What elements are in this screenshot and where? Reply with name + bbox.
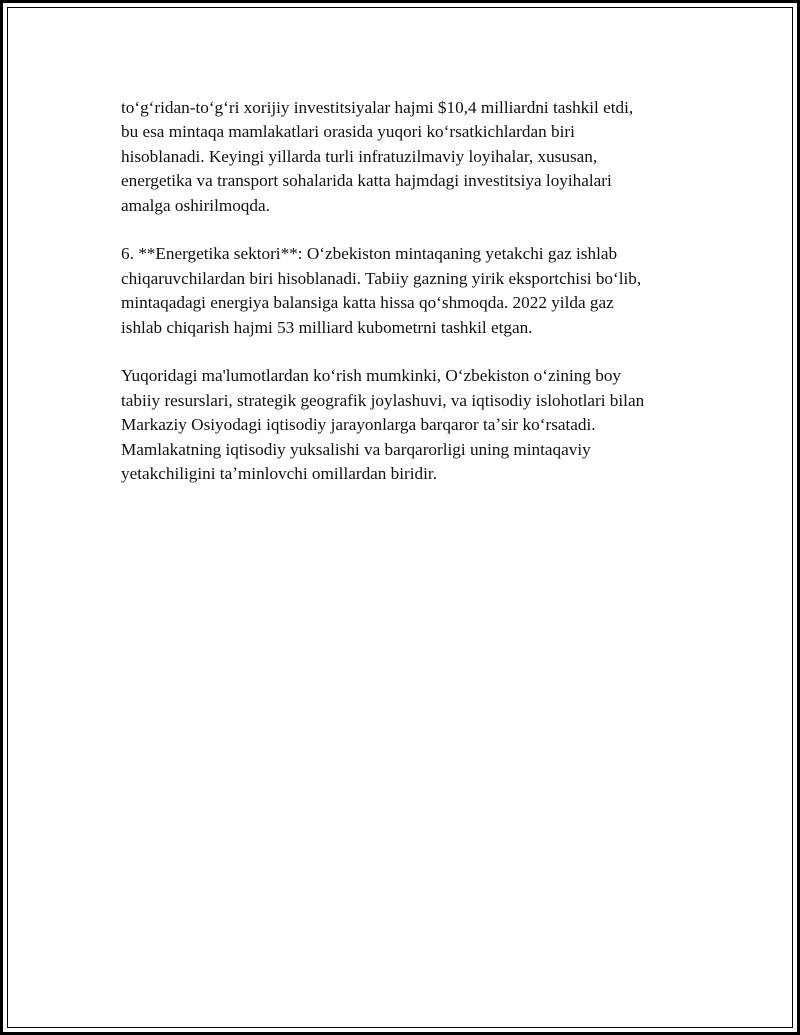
text-line: amalga oshirilmoqda. xyxy=(121,195,270,215)
paragraph-investments xyxy=(121,96,701,218)
text-line: hisoblanadi. Keyingi yillarda turli infratuzilmaviy loyihalar, xususan, xyxy=(121,146,598,166)
document-body xyxy=(121,96,701,511)
text-line: 6. **Energetika sektori**: Oʻzbekiston mintaqaning yetakchi gaz ishlab xyxy=(121,244,618,264)
text-line: toʻgʻridan-toʻgʻri xorijiy investitsiyalar hajmi $10,4 milliardni tashkil etdi, xyxy=(121,98,634,117)
text-line: Mamlakatning iqtisodiy yuksalishi va barqarorligi uning mintaqaviy xyxy=(121,439,591,459)
text-line: yetakchiligini taʼminlovchi omillardan biridir. xyxy=(121,464,437,484)
text-line: Markaziy Osiyodagi iqtisodiy jarayonlarga barqaror taʼsir koʻrsatadi. xyxy=(121,415,596,435)
text-line: energetika va transport sohalarida katta hajmdagi investitsiya loyihalari xyxy=(121,171,612,191)
text-line: bu esa mintaqa mamlakatlari orasida yuqori koʻrsatkichlardan biri xyxy=(121,122,575,142)
text-line: mintaqadagi energiya balansiga katta hissa qoʻshmoqda. 2022 yilda gaz xyxy=(121,293,614,313)
text-line: tabiiy resurslari, strategik geografik joylashuvi, va iqtisodiy islohotlari bilan xyxy=(121,390,645,410)
paragraph-energy-sector xyxy=(121,242,701,340)
text-line: Yuqoridagi ma'lumotlardan koʻrish mumkinki, Oʻzbekiston oʻzining boy xyxy=(121,366,622,386)
text-line: ishlab chiqarish hajmi 53 milliard kubometrni tashkil etgan. xyxy=(121,317,533,337)
paragraph-conclusion xyxy=(121,364,701,486)
text-line: chiqaruvchilardan biri hisoblanadi. Tabiiy gazning yirik eksportchisi boʻlib, xyxy=(121,268,642,288)
